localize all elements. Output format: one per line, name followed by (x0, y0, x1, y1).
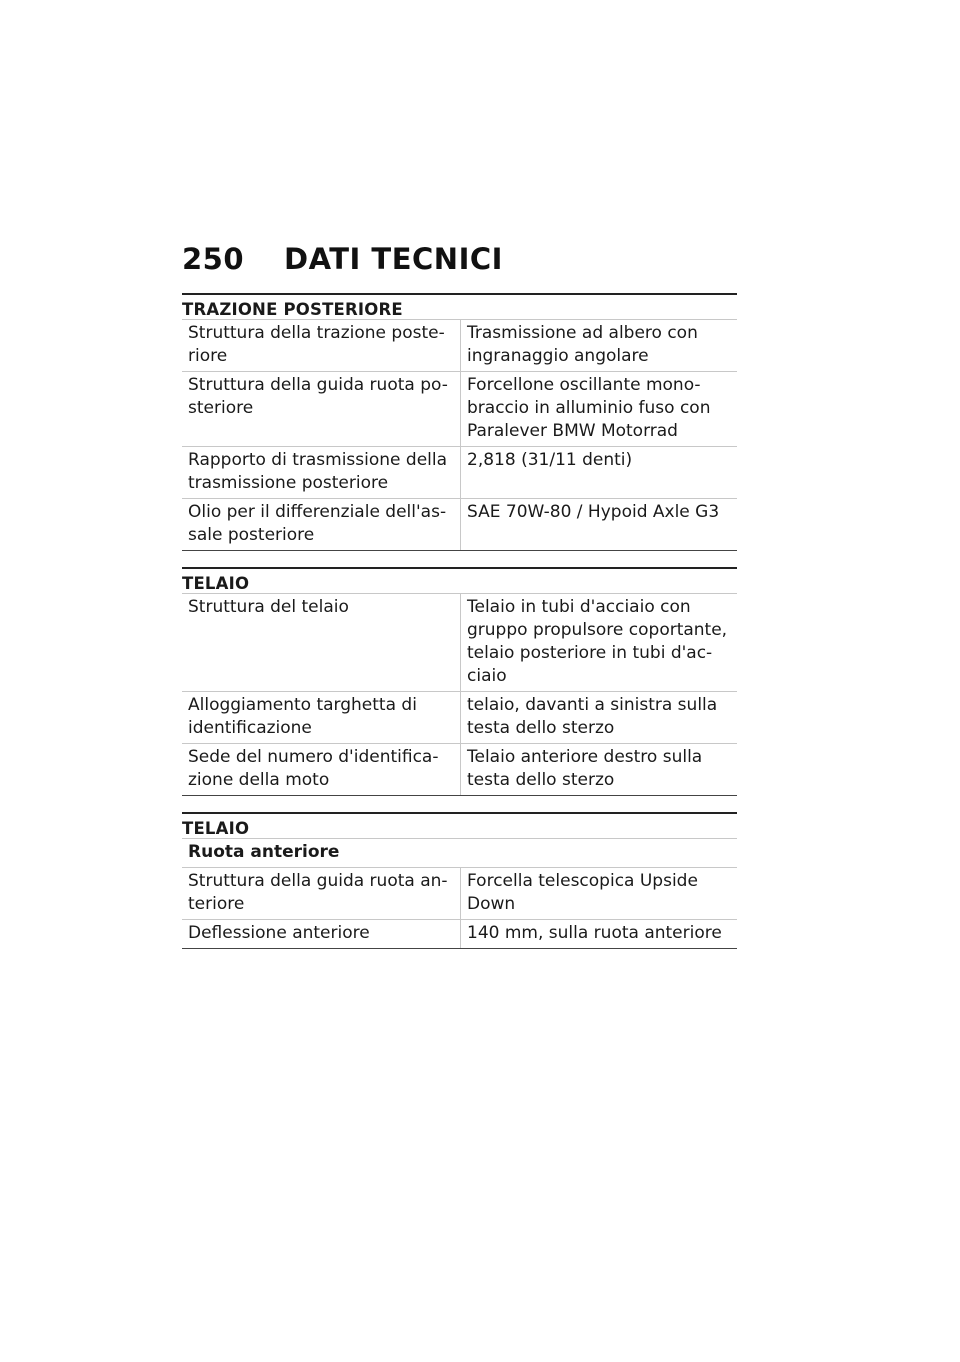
table-row (182, 594, 737, 692)
table-subheading: Ruota anteriore (182, 839, 737, 868)
table-row (182, 692, 737, 744)
spec-value: 2,818 (31/11 denti) (461, 447, 738, 499)
spec-value: SAE 70W-80 / Hypoid Axle G3 (461, 499, 738, 551)
spec-value: Forcellone oscillante mono-braccio in alluminio fuso con Paralever BMW Motorrad (461, 372, 738, 447)
spec-content (182, 293, 737, 965)
table-row (182, 372, 737, 447)
section-title: TELAIO (182, 812, 737, 839)
spec-value: 140 mm, sulla ruota anteriore (461, 920, 738, 949)
spec-key: Struttura del telaio (182, 594, 461, 692)
section-frame (182, 567, 737, 796)
spec-value: Telaio anteriore destro sulla testa dello sterzo (461, 744, 738, 796)
spec-table (182, 320, 737, 551)
table-row (182, 447, 737, 499)
page-header (182, 242, 503, 276)
spec-key: Rapporto di trasmissione della trasmissione posteriore (182, 447, 461, 499)
spec-value: Forcella telescopica Upside Down (461, 868, 738, 920)
section-frame-front-wheel (182, 812, 737, 949)
spec-key: Alloggiamento targhetta di identificazione (182, 692, 461, 744)
section-rear-drive (182, 293, 737, 551)
page-title: DATI TECNICI (284, 242, 503, 276)
section-title: TRAZIONE POSTERIORE (182, 293, 737, 320)
spec-table (182, 594, 737, 796)
spec-key: Deflessione anteriore (182, 920, 461, 949)
spec-key: Struttura della guida ruota po-steriore (182, 372, 461, 447)
table-row (182, 499, 737, 551)
spec-key: Sede del numero d'identifica-zione della moto (182, 744, 461, 796)
spec-key: Struttura della trazione poste-riore (182, 320, 461, 372)
spec-table (182, 839, 737, 949)
table-subheading-row (182, 839, 737, 868)
table-row (182, 744, 737, 796)
spec-key: Struttura della guida ruota an-teriore (182, 868, 461, 920)
page-number: 250 (182, 242, 245, 276)
spec-value: Trasmissione ad albero con ingranaggio angolare (461, 320, 738, 372)
spec-key: Olio per il differenziale dell'as-sale posteriore (182, 499, 461, 551)
table-row (182, 320, 737, 372)
spec-value: Telaio in tubi d'acciaio con gruppo propulsore coportante, telaio posteriore in tubi d'ac-ciaio (461, 594, 738, 692)
table-row (182, 868, 737, 920)
spec-value: telaio, davanti a sinistra sulla testa dello sterzo (461, 692, 738, 744)
section-title: TELAIO (182, 567, 737, 594)
table-row (182, 920, 737, 949)
